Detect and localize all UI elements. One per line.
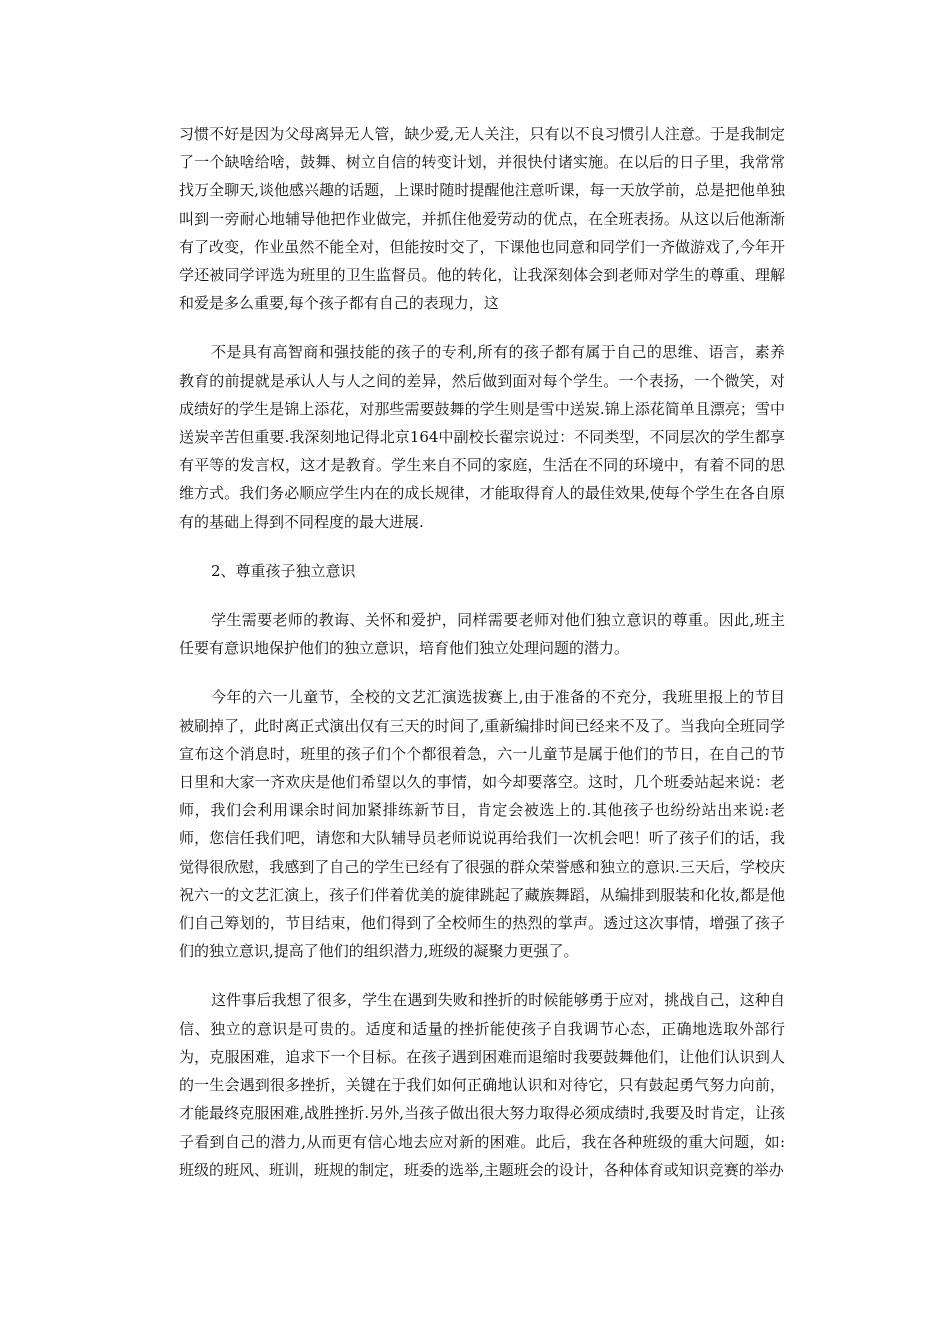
section-heading: 2、尊重孩子独立意识 <box>211 561 356 580</box>
paragraph-3: 学生需要老师的教诲、关怀和爱护，同样需要老师对他们独立意识的尊重。因此,班主任要有意识地保护他们的独立意识，培育他们独立处理问题的潜力。 <box>179 611 785 658</box>
paragraph-2: 不是具有高智商和强技能的孩子的专利,所有的孩子都有属于自己的思维、语言，素养教育的前提就是承认人与人之间的差异，然后做到面对每个学生。一个表扬，一个微笑，对成绩好的学生是锦上添花，对那些需要鼓舞的学生则是雪中送炭.锦上添花简单且漂亮；雪中送炭辛苦但重要.我深刻地记得北京164中副校长翟宗说过：不同类型，不同层次的学生都享有平等的发言权，这才是教育。学生来自不同的家庭，生活在不同的环境中，有着不同的思维方式。我们务必顺应学生内在的成长规律，才能取得育人的最佳效果,使每个学生在各自原有的基础上得到不同程度的最大进展. <box>179 343 785 531</box>
paragraph-4: 今年的六一儿童节，全校的文艺汇演选拔赛上,由于准备的不充分，我班里报上的节目被刷掉了，此时离正式演出仅有三天的时间了,重新编排时间已经来不及了。当我向全班同学宣布这个消息时，班里的孩子们个个都很着急，六一儿童节是属于他们的节日，在自己的节日里和大家一齐欢庆是他们希望以久的事情，如今却要落空。这时，几个班委站起来说：老师，我们会利用课余时间加紧排练新节目，肯定会被选上的.其他孩子也纷纷站出来说:老师，您信任我们吧，请您和大队辅导员老师说说再给我们一次机会吧！听了孩子们的话，我觉得很欣慰，我感到了自己的学生已经有了很强的群众荣誉感和独立的意识.三天后，学校庆祝六一的文艺汇演上，孩子们伴着优美的旋律跳起了藏族舞蹈，从编排到服装和化妆,都是他们自己筹划的，节目结束，他们得到了全校师生的热烈的掌声。透过这次事情，增强了孩子们的独立意识,提高了他们的组织潜力,班级的凝聚力更强了。 <box>179 688 785 961</box>
paragraph-5: 这件事后我想了很多，学生在遇到失败和挫折的时候能够勇于应对，挑战自己，这种自信、独立的意识是可贵的。适度和适量的挫折能使孩子自我调节心态，正确地选取外部行为，克服困难，追求下一个目标。在孩子遇到困难而退缩时我要鼓舞他们，让他们认识到人的一生会遇到很多挫折，关键在于我们如何正确地认识和对待它，只有鼓起勇气努力向前，才能最终克服困难,战胜挫折.另外,当孩子做出很大努力取得必须成绩时,我要及时肯定，让孩子看到自己的潜力,从而更有信心地去应对新的困难。此后，我在各种班级的重大问题，如:班级的班风、班训，班规的制定，班委的选举,主题班会的设计，各种体育或知识竞赛的举办 <box>179 991 785 1179</box>
document-page <box>179 120 785 1205</box>
paragraph-1: 习惯不好是因为父母离异无人管，缺少爱,无人关注，只有以不良习惯引人注意。于是我制定了一个缺啥给啥，鼓舞、树立自信的转变计划，并很快付诸实施。在以后的日子里，我常常找万全聊天,谈他感兴趣的话题，上课时随时提醒他注意听课，每一天放学前，总是把他单独叫到一旁耐心地辅导他把作业做完，并抓住他爱劳动的优点，在全班表扬。从这以后他渐渐有了改变，作业虽然不能全对，但能按时交了，下课他也同意和同学们一齐做游戏了,今年开学还被同学评选为班里的卫生监督员。他的转化，让我深刻体会到老师对学生的尊重、理解和爱是多么重要,每个孩子都有自己的表现力，这 <box>179 125 785 313</box>
